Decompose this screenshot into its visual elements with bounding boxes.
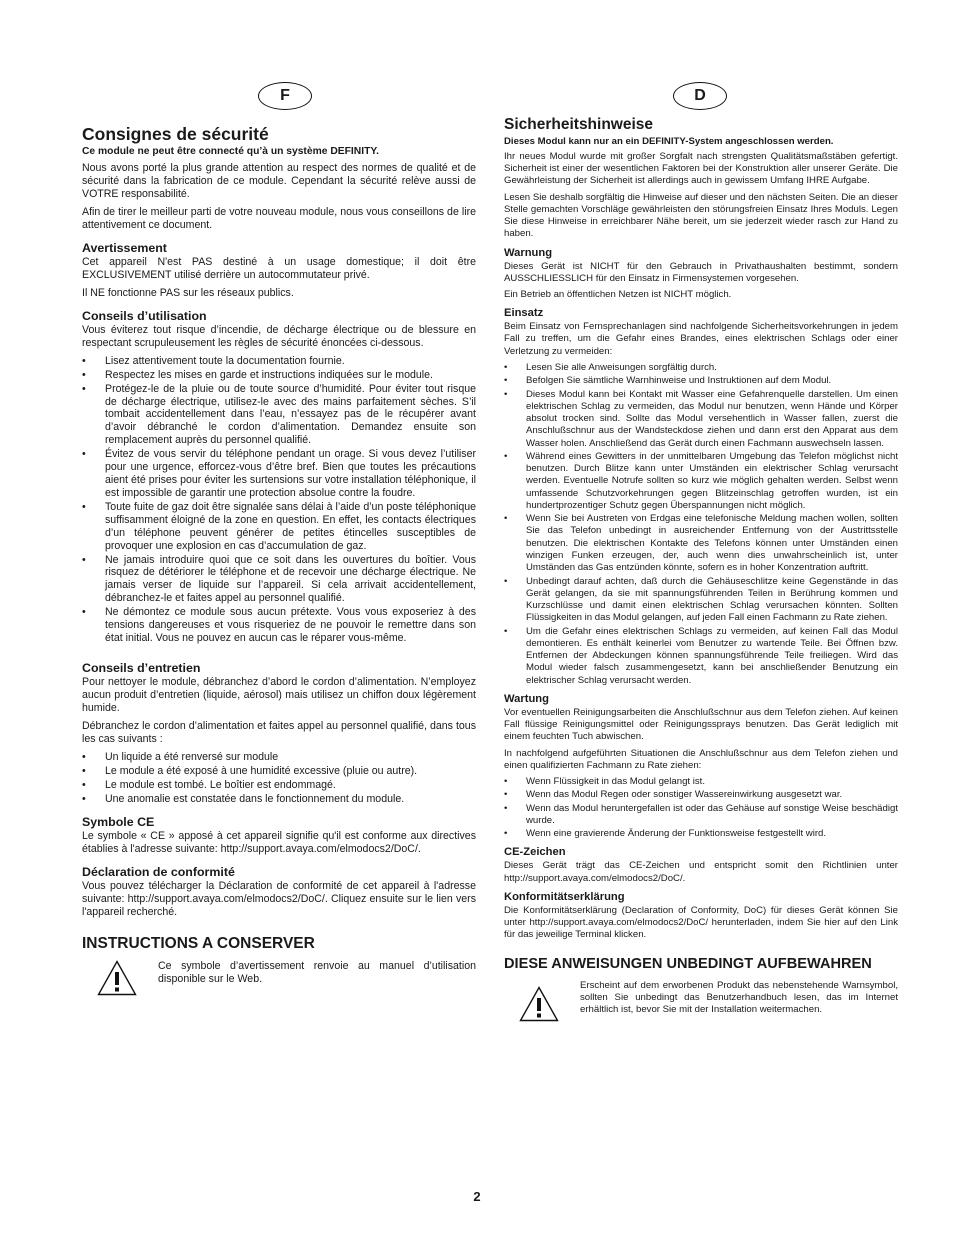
list-item: • Wenn Flüssigkeit in das Modul gelangt ist. bbox=[504, 776, 705, 788]
list-item: • Wenn das Modul heruntergefallen ist oder das Gehäuse auf sonstige Weise beschädigt wurde. bbox=[504, 802, 898, 826]
list-item: • Toute fuite de gaz doit être signalée sans délai à l’aide d’un poste téléphonique suffisamment éloigné de la zone en question. En effet, les contacts électriques d’un téléphone peuvent générer de petites étincelles susceptibles de provoquer une explosion en cas d’accumulation de gaz. bbox=[82, 500, 476, 552]
wartung-paragraph-2: In nachfolgend aufgeführten Situationen die Anschlußschnur aus dem Telefon ziehen und einen qualifizierten Fachmann zu Rate ziehen: bbox=[504, 747, 898, 771]
list-item: • Lesen Sie alle Anweisungen sorgfältig durch. bbox=[504, 362, 717, 373]
list-item: • Un liquide a été renversé sur module bbox=[82, 750, 279, 763]
french-intro-paragraph-1: Nous avons porté la plus grande attention au respect des normes de qualité et de sécurité dans la fabrication de ce module. Cependant la sécurité relève aussi de VOTRE responsabilité. bbox=[82, 161, 476, 200]
list-item: • Während eines Gewitters in der unmittelbaren Umgebung das Telefon möglichst nicht benutzen. Durch Blitze kann unter Umständen ein elektrischer Schlag verursacht werden. Eventuelle Notrufe sollten so kurz wie möglich gehalten werden. Selbst wenn umfassende Schutzvorkehrungen gegen Blitzeinschlag getroffen wurden, ist ein hundertprozentiger Schutz gegen Überspannungen nicht möglich. bbox=[504, 450, 898, 511]
list-item: • Le module a été exposé à une humidité excessive (pluie ou autre). bbox=[82, 764, 418, 777]
german-warning-row bbox=[504, 980, 898, 1022]
list-item: • Befolgen Sie sämtliche Warnhinweise und Instruktionen auf dem Modul. bbox=[504, 375, 832, 387]
conformite-paragraph: Vous pouvez télécharger la Déclaration de conformité de cet appareil à l'adresse suivante: http://support.avaya.com/elmodocs2/DoC/. Cliquez ensuite sur le lien vers l'appareil recherché. bbox=[82, 879, 476, 918]
list-item: • Évitez de vous servir du téléphone pendant un orage. Si vous devez l’utiliser pour une urgence, efforcez-vous d’être bref. Bien que toutes les précautions aient été prises pour éviter les surtensions sur votre installation téléphonique, il est impossible de garantir une protection absolue contre la foudre. bbox=[82, 448, 476, 499]
language-badge-f: F bbox=[258, 82, 312, 110]
german-intro-paragraph-1: Ihr neues Modul wurde mit großer Sorgfalt nach strengsten Qualitätsmaßstäben gefertigt. Sicherheit ist einer der wesentlichen Faktoren bei der Konstruktion aller unserer Geräte. Die Gewährleistung der Sicherheit ist allerdings auch in gewissem Umfang IHRE Aufgabe. bbox=[504, 150, 898, 187]
list-item: • Um die Gefahr eines elektrischen Schlags zu vermeiden, auf keinen Fall das Modul demontieren. Es enthält keinerlei vom Benutzer zu wartende Teile. Bei Öffnen bzw. Entfernen der Abdeckungen können spannungsführende Teile freiliegen. Wird das Modul wieder falsch zusammengesetzt, kann bei anschließender Benutzung ein elektrischer Schlag verursacht werden. bbox=[504, 625, 898, 686]
entretien-heading: Conseils d’entretien bbox=[82, 661, 201, 676]
wartung-list bbox=[504, 776, 898, 840]
utilisation-heading: Conseils d’utilisation bbox=[82, 308, 207, 323]
german-intro-bold: Dieses Modul kann nur an ein DEFINITY-System angeschlossen werden. bbox=[504, 135, 834, 147]
list-item: • Le module est tombé. Le boîtier est endommagé. bbox=[82, 778, 336, 791]
avertissement-paragraph-1: Cet appareil N'est PAS destiné à un usage domestique; il doit être EXCLUSIVEMENT utilisé derrière un autocommutateur privé. bbox=[82, 255, 476, 281]
avertissement-paragraph-2: Il NE fonctionne PAS sur les réseaux publics. bbox=[82, 286, 294, 299]
konformitaet-heading: Konformitätserklärung bbox=[504, 890, 625, 903]
entretien-paragraph-2: Débranchez le cordon d’alimentation et faites appel au personnel qualifié, dans tous les cas suivants : bbox=[82, 720, 476, 745]
einsatz-list bbox=[504, 362, 898, 687]
entretien-list bbox=[82, 751, 476, 806]
french-intro-bold: Ce module ne peut être connecté qu’à un système DEFINITY. bbox=[82, 146, 379, 158]
wartung-paragraph-1: Vor eventuellen Reinigungsarbeiten die Anschlußschnur aus dem Telefon ziehen. Auf keinen Fall flüssige Reinigungsmittel oder Reinigungssprays benutzen. Das Gerät lediglich mit einem feuchten Tuch abwischen. bbox=[504, 706, 898, 743]
aufbewahren-heading: DIESE ANWEISUNGEN UNBEDINGT AUFBEWAHREN bbox=[504, 955, 872, 972]
konformitaet-paragraph: Die Konformitätserklärung (Declaration of Conformity, DoC) für dieses Gerät können Sie unter http://support.avaya.com/elmodocs2/DoC/ herunterladen, indem Sie hier auf den Link für das jeweilige Terminal klicken. bbox=[504, 904, 898, 941]
list-item: • Respectez les mises en garde et instructions indiquées sur le module. bbox=[82, 368, 433, 381]
french-title: Consignes de sécurité bbox=[82, 124, 269, 144]
conformite-heading: Déclaration de conformité bbox=[82, 864, 235, 879]
list-item: • Une anomalie est constatée dans le fonctionnement du module. bbox=[82, 792, 405, 805]
warning-triangle-icon bbox=[97, 960, 137, 996]
conserver-text: Ce symbole d’avertissement renvoie au manuel d’utilisation disponible sur le Web. bbox=[158, 959, 476, 985]
french-warning-row bbox=[82, 960, 476, 996]
utilisation-list bbox=[82, 355, 476, 645]
list-item: • Wenn das Modul Regen oder sonstiger Wassereinwirkung ausgesetzt war. bbox=[504, 789, 843, 801]
warnung-paragraph-2: Ein Betrieb an öffentlichen Netzen ist NICHT möglich. bbox=[504, 289, 732, 301]
aufbewahren-text: Erscheint auf dem erworbenen Produkt das nebenstehende Warnsymbol, sollten Sie unbedingt das Benutzerhandbuch lesen, das im Internet erhältlich ist, bevor Sie mit der Installation weitermachen. bbox=[580, 979, 898, 1016]
language-badge-d: D bbox=[673, 82, 727, 110]
einsatz-paragraph: Beim Einsatz von Fernsprechanlagen sind nachfolgende Sicherheitsvorkehrungen in jedem Fall zu treffen, um die Gefahr eines Brandes, eines elektrischen Schlags oder einer Verletzung zu vermeiden: bbox=[504, 321, 898, 357]
ce-zeichen-paragraph: Dieses Gerät trägt das CE-Zeichen und entspricht somit den Richtlinien unter http://support.avaya.com/elmodocs2/DoC/. bbox=[504, 860, 898, 884]
entretien-paragraph-1: Pour nettoyer le module, débranchez d’abord le cordon d’alimentation. N’employez aucun produit d’entretien (liquide, aérosol) mais utilisez un chiffon doux légèrement humide. bbox=[82, 676, 476, 715]
list-item: • Protégez-le de la pluie ou de toute source d’humidité. Pour éviter tout risque de décharge électrique, utilisez-le avec des mains parfaitement sèches. S’il tombait accidentellement dans l’eau, n’essayez pas de le récupérer avant d’avoir débranché le cordon d’alimentation. Demandez ensuite son remplacement auprès du personnel qualifié. bbox=[82, 382, 476, 447]
list-item: • Ne jamais introduire quoi que ce soit dans les ouvertures du boîtier. Vous risquez de détériorer le téléphone et de recevoir une décharge électrique. Ne jamais verser de liquide sur l’appareil. Si cela arrivait accidentellement, débranchez-le et faites appel au personnel qualifié. bbox=[82, 553, 476, 605]
avertissement-heading: Avertissement bbox=[82, 240, 167, 255]
ce-symbol-heading: Symbole CE bbox=[82, 814, 155, 829]
page-number: 2 bbox=[473, 1189, 481, 1204]
french-column bbox=[82, 82, 476, 996]
warning-triangle-icon bbox=[519, 986, 559, 1022]
german-intro-paragraph-2: Lesen Sie deshalb sorgfältig die Hinweise auf dieser und den nächsten Seiten. Die an dieser Stelle gemachten Vorschläge gewährleisten den störungsfreien Einsatz Ihres Moduls. Legen Sie diese Hinweise in erreichbarer Nähe bereit, um sie jederzeit wieder rasch zur Hand zu haben. bbox=[504, 191, 898, 240]
warnung-heading: Warnung bbox=[504, 246, 553, 259]
list-item: • Wenn eine gravierende Änderung der Funktionsweise festgestellt wird. bbox=[504, 828, 827, 840]
warnung-paragraph-1: Dieses Gerät ist NICHT für den Gebrauch in Privathaushalten bestimmt, sondern AUSSCHLIESSLICH für den Einsatz in Firmensystemen vorgesehen. bbox=[504, 260, 898, 284]
list-item: • Lisez attentivement toute la documentation fournie. bbox=[82, 354, 345, 367]
list-item: • Unbedingt darauf achten, daß durch die Gehäuseschlitze keine Gegenstände in das Gerät gelangen, da sie mit spannungsführenden Teilen in Berührung kommen und Kurzschlüsse und damit einen elektrischen Schlag verursachen könnten. Sollten Flüssigkeiten in das Modul gelangen, auf jeden Fall einen Fachmann zu Rate ziehen. bbox=[504, 575, 898, 624]
german-column bbox=[504, 82, 898, 1022]
utilisation-paragraph: Vous éviterez tout risque d’incendie, de décharge électrique ou de blessure en respectant scrupuleusement les règles de sécurité énoncées ci-dessous. bbox=[82, 323, 476, 349]
list-item: • Dieses Modul kann bei Kontakt mit Wasser eine Gefahrenquelle darstellen. Um einen elektrischen Schlag zu vermeiden, das Modul nur benutzen, wenn Hände und Körper absolut trocken sind. Sollte das Modul versehentlich in Wasser fallen, zuerst die Anschlußschnur aus der Wandsteckdose ziehen und dann erst den Apparat aus dem Wasser holen. Anschließend das Gerät durch einen Fachmann auswechseln lassen. bbox=[504, 388, 898, 449]
list-item: • Wenn Sie bei Austreten von Erdgas eine telefonische Meldung machen wollen, sollten Sie das Telefon unbedingt in ausreichender Entfernung von der Austrittsstelle benutzen. Die elektrischen Kontakte des Telefons können unter Umständen einen winzigen Funken erzeugen, der, auch wenn dies unwahrscheinlich ist, unter Umständen das Gas entzünden könnte, sofern es in hoher Konzentration auftritt. bbox=[504, 513, 898, 574]
list-item: • Ne démontez ce module sous aucun prétexte. Vous vous exposeriez à des tensions dangereuses et vous risqueriez de ne pouvoir le remettre dans son état initial. Vous ne pouvez en aucun cas le réparer vous-même. bbox=[82, 606, 476, 645]
einsatz-heading: Einsatz bbox=[504, 307, 544, 320]
ce-zeichen-heading: CE-Zeichen bbox=[504, 846, 566, 859]
french-intro-paragraph-2: Afin de tirer le meilleur parti de votre nouveau module, nous vous conseillons de lire attentivement ce document. bbox=[82, 205, 476, 231]
ce-symbol-paragraph: Le symbole « CE » apposé à cet appareil signifie qu'il est conforme aux directives établies à l'adresse suivante: http://support.avaya.com/elmodocs2/DoC/. bbox=[82, 829, 476, 855]
conserver-heading: INSTRUCTIONS A CONSERVER bbox=[82, 934, 315, 952]
german-title: Sicherheitshinweise bbox=[504, 116, 654, 133]
wartung-heading: Wartung bbox=[504, 692, 549, 705]
